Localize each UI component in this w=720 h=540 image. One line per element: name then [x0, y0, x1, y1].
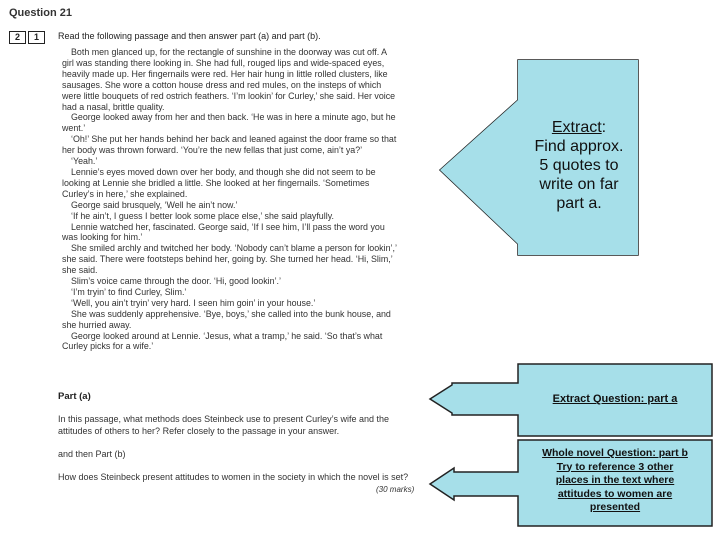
whole-novel-callout-text — [520, 447, 710, 515]
extract-callout-line-2: 5 quotes to — [539, 157, 619, 174]
passage-line: looking at Lennie she bridled a little. She looked at her fingernails. ‘Sometimes — [62, 177, 370, 188]
passage-line: went.’ — [62, 123, 86, 134]
passage-line: Curley’s in here,’ she explained. — [62, 188, 188, 199]
passage-line: George looked around at Lennie. ‘Jesus, what a tramp,’ he said. ‘So that’s what — [71, 330, 383, 341]
extract-callout-colon: : — [601, 119, 607, 136]
whole-novel-line-1: Whole novel Question: part b — [542, 447, 688, 459]
passage-line: she hurried away. — [62, 319, 132, 330]
passage-line: ‘I’m tryin’ to find Curley, Slim.’ — [71, 286, 187, 297]
passage-line: She smiled archly and twitched her body. ‘Nobody can’t blame a person for lookin’,’ — [71, 243, 397, 254]
question-title: Question 21 — [9, 7, 72, 19]
extract-callout-line-3: write on far — [539, 176, 619, 193]
question-number-digit-1: 2 — [9, 31, 26, 44]
whole-novel-line-2: Try to reference 3 other — [556, 460, 674, 473]
part-a-question-line-2: attitudes of others to her? Refer closely to the passage in your answer. — [58, 426, 340, 436]
extract-callout-line-1: Find approx. — [534, 138, 624, 155]
passage-line: were little bouquets of red ostrich feathers. ‘I’m lookin’ for Curley,’ she said. Her voice — [62, 90, 396, 101]
passage-line: ‘If he ain’t, I guess I better look some place else,’ she said playfully. — [71, 210, 334, 221]
passage-line: her body was thrown forward. ‘You’re the new fellas that just come, ain’t ya?’ — [62, 145, 363, 156]
passage-line: George said brusquely, ‘Well he ain’t now.’ — [71, 199, 238, 210]
part-b-question: How does Steinbeck present attitudes to women in the society in which the novel is set? — [58, 472, 409, 482]
passage-line: Curley picks for a wife.’ — [62, 341, 154, 352]
passage-line: ‘Yeah.’ — [71, 156, 98, 167]
passage-line: heavily made up. Her fingernails were red. Her hair hung in little rolled clusters, like — [62, 68, 388, 79]
extract-callout-line-4: part a. — [556, 195, 602, 212]
question-instruction: Read the following passage and then answer part (a) and part (b). — [58, 31, 321, 41]
part-a-heading: Part (a) — [58, 391, 91, 402]
passage-line: was looking for him.’ — [62, 232, 143, 243]
passage-line: she said. There were footsteps behind her, going by. She turned her head. ‘Hi, Slim,’ — [62, 254, 393, 265]
extract-callout-title: Extract — [551, 119, 602, 136]
part-b-heading: and then Part (b) — [58, 449, 126, 459]
passage-line: had a nasal, brittle quality. — [62, 101, 165, 112]
part-a-question-line-1: In this passage, what methods does Steinbeck use to present Curley’s wife and the — [58, 414, 390, 424]
marks-label: (30 marks) — [376, 485, 415, 494]
passage-line: Both men glanced up, for the rectangle of sunshine in the doorway was cut off. A — [71, 47, 388, 57]
passage-line: sausages. She wore a cotton house dress and red mules, on the insteps of which — [62, 79, 382, 90]
passage-line: ‘Oh!’ She put her hands behind her back and leaned against the door frame so that — [71, 134, 397, 145]
passage-line: she said. — [62, 265, 98, 276]
passage-line: Lennie watched her, fascinated. George said, ‘If I see him, I’ll pass the word you — [71, 221, 385, 232]
passage-line: girl was standing there looking in. She had full, rouged lips and wide-spaced eyes, — [62, 57, 385, 68]
passage-line: Slim’s voice came through the door. ‘Hi, good lookin’.’ — [71, 276, 281, 287]
extract-question-callout-text: Extract Question: part a — [552, 393, 678, 405]
whole-novel-line-3: places in the text where — [555, 474, 675, 486]
whole-novel-line-5: presented — [589, 501, 641, 513]
passage-line: George looked away from her and then back. ‘He was in here a minute ago, but he — [71, 112, 396, 123]
question-number-digit-2: 1 — [28, 31, 45, 44]
passage-line: She was suddenly apprehensive. ‘Bye, boys,’ she called into the bunk house, and — [71, 308, 391, 319]
extract-callout-text — [520, 118, 638, 213]
passage-line: Lennie’s eyes moved down over her body, and though she did not seem to be — [71, 166, 376, 177]
whole-novel-line-4: attitudes to women are — [557, 487, 673, 500]
passage-line: ‘Well, you ain’t tryin’ very hard. I seen him goin’ in your house.’ — [71, 297, 316, 308]
